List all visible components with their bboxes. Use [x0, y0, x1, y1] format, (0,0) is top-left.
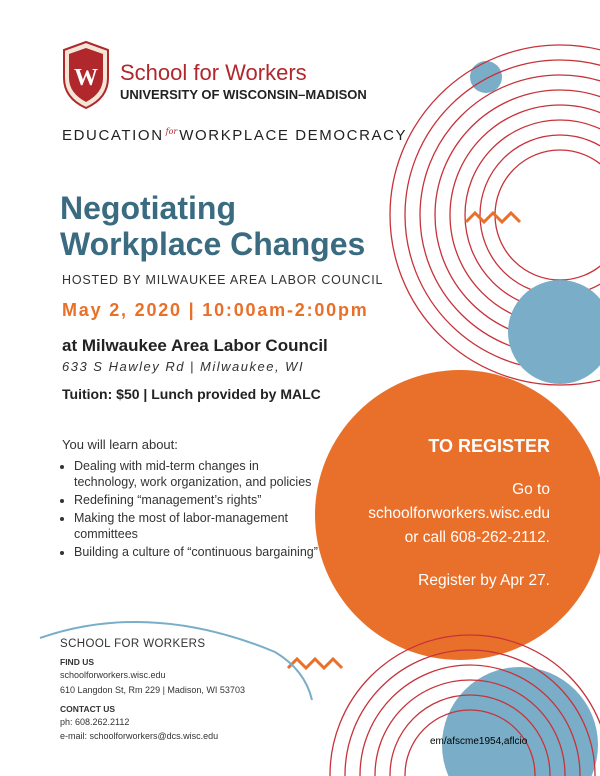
list-item: • Building a culture of “continuous bargaining”	[74, 544, 324, 560]
learn-list	[58, 458, 324, 562]
zigzag-bottom	[288, 659, 342, 668]
blue-circle-mid	[508, 280, 600, 384]
footer-find-label: FIND US	[60, 657, 94, 667]
tagline: EDUCATION $^{for}$ WORKPLACE DEMOCRACY	[62, 127, 408, 144]
footer-contact-label: CONTACT US	[60, 704, 116, 714]
list-item: • Making the most of labor-management committees	[74, 510, 324, 542]
org-subtitle: UNIVERSITY OF WISCONSIN–MADISON	[120, 87, 367, 102]
list-item: • Redefining “management’s rights”	[74, 492, 324, 508]
register-go-to: Go to	[512, 481, 550, 498]
svg-text:W: W	[74, 65, 98, 91]
event-venue: at Milwaukee Area Labor Council	[62, 336, 328, 355]
learn-intro: You will learn about:	[62, 437, 178, 452]
hosted-by: HOSTED BY MILWAUKEE AREA LABOR COUNCIL	[62, 273, 384, 287]
tuition: Tuition: $50 | Lunch provided by MALC	[62, 386, 321, 402]
event-date: May 2, 2020 | 10:00am-2:00pm	[62, 300, 369, 320]
footer-phone: ph: 608.262.2112	[60, 717, 130, 727]
zigzag-top	[466, 213, 520, 222]
footer-address: 610 Langdon St, Rm 229 | Madison, WI 53703	[60, 685, 245, 695]
list-item: • Dealing with mid-term changes in technology, work organization, and policies	[74, 458, 324, 490]
register-url-link[interactable]: schoolforworkers.wisc.edu	[368, 505, 550, 522]
uw-crest-logo	[60, 40, 112, 110]
register-phone: or call 608-262-2112.	[404, 529, 550, 546]
footer-org: SCHOOL FOR WORKERS	[60, 638, 206, 650]
register-title: TO REGISTER	[428, 436, 550, 456]
event-title: Negotiating Workplace Changes	[60, 190, 366, 262]
register-deadline: Register by Apr 27.	[418, 572, 550, 589]
footer-email-link[interactable]: e-mail: schoolforworkers@dcs.wisc.edu	[60, 731, 219, 741]
blue-circle-bottom	[442, 667, 598, 776]
footer-website-link[interactable]: schoolforworkers.wisc.edu	[60, 670, 166, 680]
union-mark: em/afscme1954,aflcio	[430, 736, 528, 747]
event-address: 633 S Hawley Rd | Milwaukee, WI	[62, 359, 305, 374]
blue-dot-top	[470, 61, 502, 93]
org-name: School for Workers	[120, 60, 307, 85]
